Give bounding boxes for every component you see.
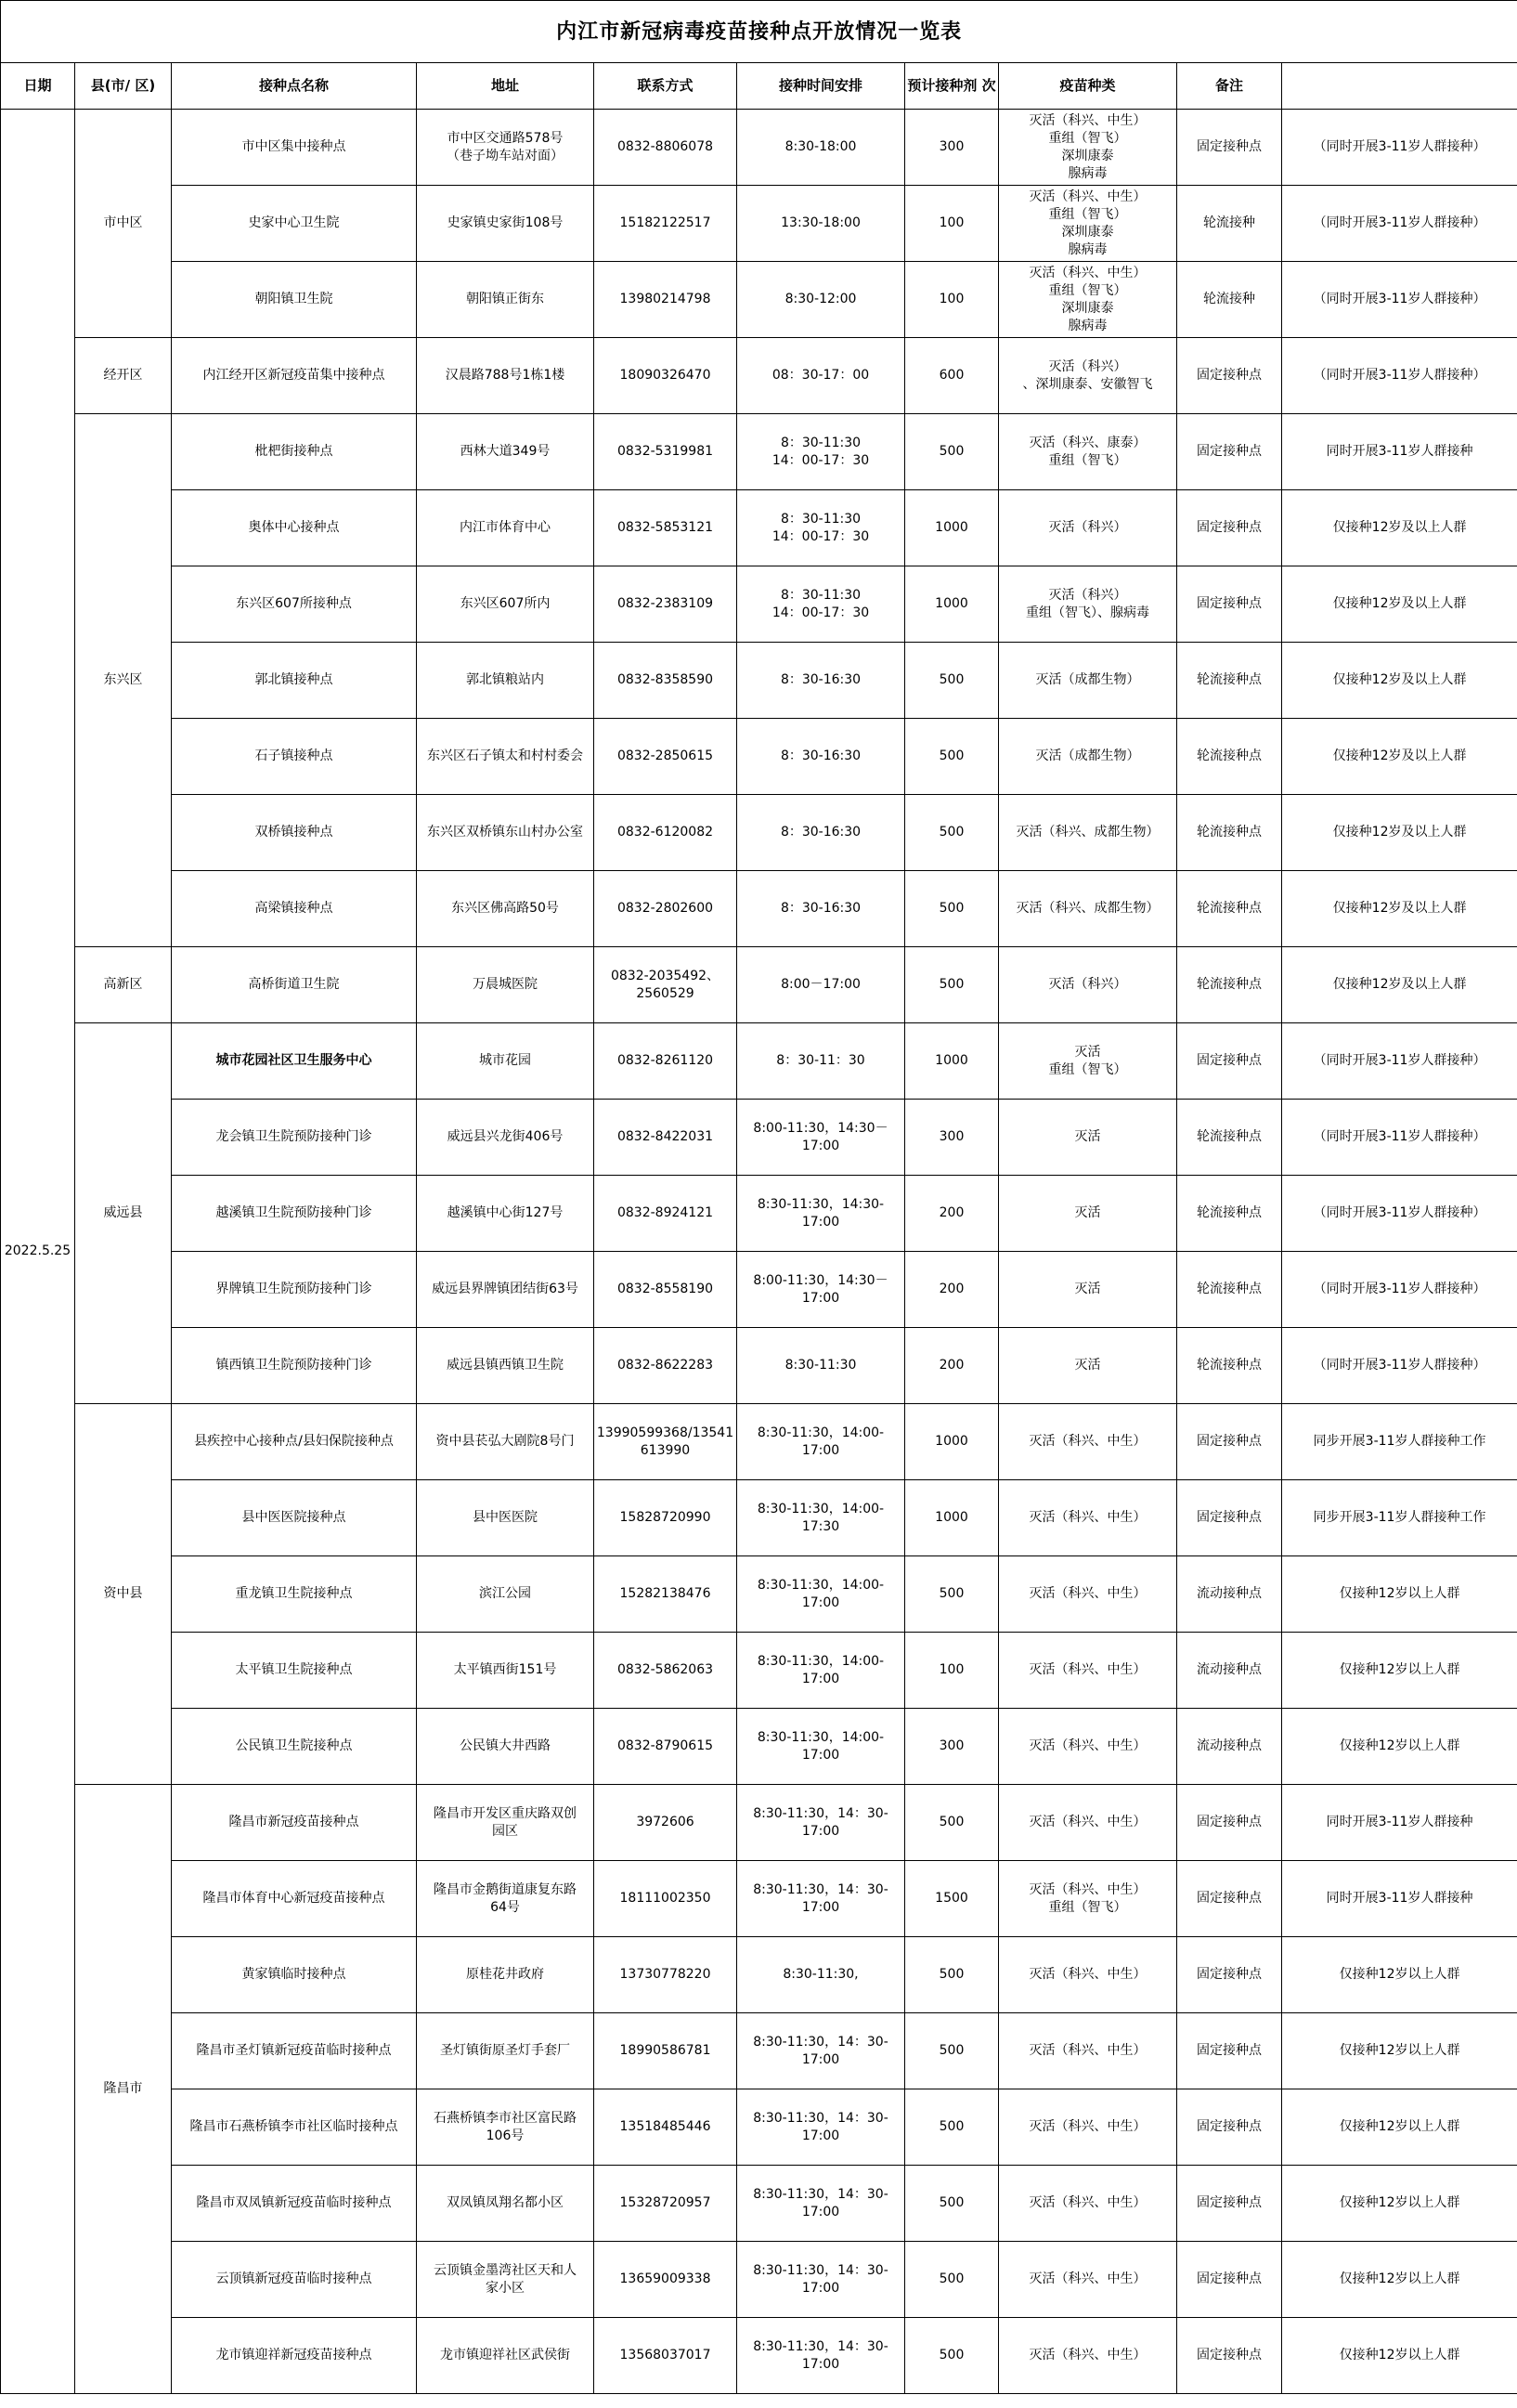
address-cell: 威远县界牌镇团结街63号 [417,1252,594,1328]
site-cell: 龙市镇迎祥新冠疫苗接种点 [172,2318,417,2394]
remark-cell: 固定接种点 [1177,1480,1282,1556]
note-cell: （同时开展3-11岁人群接种） [1282,1023,1517,1100]
county-cell: 威远县 [75,1023,172,1404]
address-cell: 公民镇大井西路 [417,1709,594,1785]
remark-cell: 固定接种点 [1177,1785,1282,1861]
site-cell: 隆昌市石燕桥镇李市社区临时接种点 [172,2089,417,2166]
table-row [1,871,1517,947]
remark-cell: 固定接种点 [1177,2013,1282,2089]
table-row [1,1785,1517,1861]
address-cell: 史家镇史家街108号 [417,186,594,262]
vaccine-cell: 灭活 [999,1176,1177,1252]
vaccine-cell: 灭活（科兴、中生） 重组（智飞） 深圳康泰 腺病毒 [999,186,1177,262]
note-cell: 仅接种12岁及以上人群 [1282,947,1517,1023]
county-cell: 隆昌市 [75,1785,172,2394]
note-cell: 仅接种12岁及以上人群 [1282,795,1517,871]
table-row [1,262,1517,338]
vaccine-cell: 灭活（科兴、中生） [999,1404,1177,1480]
address-cell: 原桂花井政府 [417,1937,594,2013]
doses-cell: 100 [905,186,999,262]
contact-cell: 18090326470 [594,338,737,414]
note-cell: 仅接种12岁以上人群 [1282,1556,1517,1633]
table-row [1,1328,1517,1404]
doses-cell: 500 [905,2318,999,2394]
county-cell: 经开区 [75,338,172,414]
remark-cell: 流动接种点 [1177,1556,1282,1633]
address-cell: 东兴区佛高路50号 [417,871,594,947]
time-cell: 8:30-11:30，14:00- 17:00 [737,1404,905,1480]
note-cell: （同时开展3-11岁人群接种） [1282,338,1517,414]
site-cell: 郭北镇接种点 [172,643,417,719]
vaccine-cell: 灭活（科兴、中生） [999,2013,1177,2089]
table-row [1,1100,1517,1176]
note-cell: 仅接种12岁以上人群 [1282,1709,1517,1785]
time-cell: 8:30-12:00 [737,262,905,338]
time-cell: 8：30-11:30 14：00-17：30 [737,414,905,490]
vaccine-cell: 灭活（科兴、中生） 重组（智飞） 深圳康泰 腺病毒 [999,262,1177,338]
table-row [1,1480,1517,1556]
note-cell: （同时开展3-11岁人群接种） [1282,262,1517,338]
table-row [1,1861,1517,1937]
site-cell: 奥体中心接种点 [172,490,417,566]
doses-cell: 1000 [905,1023,999,1100]
doses-cell: 500 [905,1556,999,1633]
address-cell: 越溪镇中心街127号 [417,1176,594,1252]
table-row [1,719,1517,795]
contact-cell: 3972606 [594,1785,737,1861]
date-cell: 2022.5.25 [1,110,75,2394]
vaccine-cell: 灭活（科兴） 、深圳康泰、安徽智飞 [999,338,1177,414]
doses-cell: 200 [905,1328,999,1404]
note-cell: 仅接种12岁及以上人群 [1282,643,1517,719]
site-cell: 隆昌市圣灯镇新冠疫苗临时接种点 [172,2013,417,2089]
doses-cell: 500 [905,1785,999,1861]
header-contact: 联系方式 [594,63,737,110]
time-cell: 8：30-11:30 14：00-17：30 [737,566,905,643]
address-cell: 城市花园 [417,1023,594,1100]
remark-cell: 固定接种点 [1177,2318,1282,2394]
remark-cell: 固定接种点 [1177,566,1282,643]
doses-cell: 200 [905,1252,999,1328]
table-body [1,110,1517,2394]
remark-cell: 轮流接种点 [1177,1328,1282,1404]
remark-cell: 固定接种点 [1177,110,1282,186]
remark-cell: 轮流接种 [1177,186,1282,262]
header-extra [1282,63,1517,110]
time-cell: 08：30-17：00 [737,338,905,414]
remark-cell: 固定接种点 [1177,1937,1282,2013]
address-cell: 隆昌市开发区重庆路双创 园区 [417,1785,594,1861]
note-cell: 同时开展3-11岁人群接种 [1282,1785,1517,1861]
time-cell: 8:30-18:00 [737,110,905,186]
address-cell: 云顶镇金墨湾社区天和人 家小区 [417,2242,594,2318]
note-cell: 仅接种12岁以上人群 [1282,2166,1517,2242]
vaccine-cell: 灭活（科兴、成都生物） [999,871,1177,947]
vaccine-cell: 灭活（科兴、康泰） 重组（智飞） [999,414,1177,490]
vaccine-cell: 灭活（成都生物） [999,643,1177,719]
page-title: 内江市新冠病毒疫苗接种点开放情况一览表 [1,1,1517,63]
doses-cell: 1000 [905,490,999,566]
remark-cell: 轮流接种 [1177,262,1282,338]
note-cell: 同时开展3-11岁人群接种 [1282,414,1517,490]
contact-cell: 0832-2035492、 2560529 [594,947,737,1023]
doses-cell: 200 [905,1176,999,1252]
header-date: 日期 [1,63,75,110]
remark-cell: 轮流接种点 [1177,947,1282,1023]
table-row [1,2166,1517,2242]
vaccine-cell: 灭活 [999,1328,1177,1404]
time-cell: 8:30-11:30，14：30- 17:00 [737,1861,905,1937]
site-cell: 镇西镇卫生院预防接种门诊 [172,1328,417,1404]
site-cell: 隆昌市体育中心新冠疫苗接种点 [172,1861,417,1937]
address-cell: 万晨城医院 [417,947,594,1023]
vaccine-cell: 灭活（科兴） 重组（智飞）、腺病毒 [999,566,1177,643]
doses-cell: 100 [905,262,999,338]
address-cell: 太平镇西街151号 [417,1633,594,1709]
remark-cell: 固定接种点 [1177,2242,1282,2318]
doses-cell: 1500 [905,1861,999,1937]
vaccine-cell: 灭活（科兴、中生） [999,1785,1177,1861]
table-row [1,947,1517,1023]
header-vaccine: 疫苗种类 [999,63,1177,110]
time-cell: 8：30-16:30 [737,719,905,795]
contact-cell: 13990599368/13541 613990 [594,1404,737,1480]
address-cell: 郭北镇粮站内 [417,643,594,719]
remark-cell: 轮流接种点 [1177,1100,1282,1176]
vaccine-cell: 灭活（科兴、中生） [999,1556,1177,1633]
note-cell: 仅接种12岁以上人群 [1282,2013,1517,2089]
vaccine-cell: 灭活（科兴、中生） [999,2166,1177,2242]
remark-cell: 流动接种点 [1177,1633,1282,1709]
table-row [1,643,1517,719]
site-cell: 市中区集中接种点 [172,110,417,186]
table-row [1,414,1517,490]
contact-cell: 13730778220 [594,1937,737,2013]
address-cell: 威远县兴龙街406号 [417,1100,594,1176]
vaccine-cell: 灭活（科兴、中生） [999,2089,1177,2166]
county-cell: 资中县 [75,1404,172,1785]
address-cell: 市中区交通路578号 （巷子坳车站对面） [417,110,594,186]
contact-cell: 0832-8924121 [594,1176,737,1252]
note-cell: 仅接种12岁及以上人群 [1282,871,1517,947]
note-cell: 仅接种12岁及以上人群 [1282,566,1517,643]
site-cell: 朝阳镇卫生院 [172,262,417,338]
contact-cell: 0832-2802600 [594,871,737,947]
time-cell: 8:30-11:30，14:30- 17:00 [737,1176,905,1252]
header-site: 接种点名称 [172,63,417,110]
address-cell: 石燕桥镇李市社区富民路 106号 [417,2089,594,2166]
remark-cell: 流动接种点 [1177,1709,1282,1785]
table-row [1,1176,1517,1252]
note-cell: 同步开展3-11岁人群接种工作 [1282,1480,1517,1556]
site-cell: 越溪镇卫生院预防接种门诊 [172,1176,417,1252]
contact-cell: 0832-8806078 [594,110,737,186]
county-cell: 市中区 [75,110,172,338]
doses-cell: 1000 [905,566,999,643]
contact-cell: 13659009338 [594,2242,737,2318]
time-cell: 8：30-11：30 [737,1023,905,1100]
time-cell: 8：30-11:30 14：00-17：30 [737,490,905,566]
table-row [1,2242,1517,2318]
site-cell: 双桥镇接种点 [172,795,417,871]
doses-cell: 500 [905,2166,999,2242]
contact-cell: 15182122517 [594,186,737,262]
time-cell: 8：30-16:30 [737,871,905,947]
site-cell: 龙会镇卫生院预防接种门诊 [172,1100,417,1176]
doses-cell: 500 [905,2242,999,2318]
contact-cell: 0832-5853121 [594,490,737,566]
table-row [1,566,1517,643]
note-cell: （同时开展3-11岁人群接种） [1282,1176,1517,1252]
note-cell: 仅接种12岁以上人群 [1282,2318,1517,2394]
table-row [1,1556,1517,1633]
contact-cell: 0832-2850615 [594,719,737,795]
time-cell: 8:30-11:30，14:00- 17:00 [737,1709,905,1785]
note-cell: 仅接种12岁以上人群 [1282,1937,1517,2013]
note-cell: （同时开展3-11岁人群接种） [1282,186,1517,262]
doses-cell: 600 [905,338,999,414]
time-cell: 8:30-11:30，14：30- 17:00 [737,2013,905,2089]
note-cell: 仅接种12岁以上人群 [1282,1633,1517,1709]
contact-cell: 15282138476 [594,1556,737,1633]
address-cell: 汉晨路788号1栋1楼 [417,338,594,414]
site-cell: 云顶镇新冠疫苗临时接种点 [172,2242,417,2318]
vaccine-cell: 灭活（科兴、成都生物） [999,795,1177,871]
time-cell: 8:30-11:30, [737,1937,905,2013]
remark-cell: 固定接种点 [1177,1861,1282,1937]
header-county: 县(市/ 区) [75,63,172,110]
remark-cell: 轮流接种点 [1177,1252,1282,1328]
note-cell: 仅接种12岁以上人群 [1282,2089,1517,2166]
contact-cell: 0832-8790615 [594,1709,737,1785]
remark-cell: 轮流接种点 [1177,871,1282,947]
address-cell: 西林大道349号 [417,414,594,490]
remark-cell: 轮流接种点 [1177,795,1282,871]
time-cell: 8：30-16:30 [737,795,905,871]
remark-cell: 轮流接种点 [1177,1176,1282,1252]
remark-cell: 轮流接种点 [1177,643,1282,719]
time-cell: 8:30-11:30，14：30- 17:00 [737,2242,905,2318]
vaccine-cell: 灭活 [999,1100,1177,1176]
address-cell: 内江市体育中心 [417,490,594,566]
contact-cell: 0832-8422031 [594,1100,737,1176]
contact-cell: 0832-6120082 [594,795,737,871]
time-cell: 13:30-18:00 [737,186,905,262]
address-cell: 龙市镇迎祥社区武侯街 [417,2318,594,2394]
address-cell: 滨江公园 [417,1556,594,1633]
time-cell: 8:30-11:30，14：30- 17:00 [737,2318,905,2394]
site-cell: 东兴区607所接种点 [172,566,417,643]
address-cell: 威远县镇西镇卫生院 [417,1328,594,1404]
site-cell: 枇杷街接种点 [172,414,417,490]
time-cell: 8:30-11:30，14:00- 17:00 [737,1633,905,1709]
site-cell: 界牌镇卫生院预防接种门诊 [172,1252,417,1328]
time-cell: 8:00-11:30，14:30－ 17:00 [737,1252,905,1328]
note-cell: 同时开展3-11岁人群接种 [1282,1861,1517,1937]
table-row [1,2013,1517,2089]
time-cell: 8:30-11:30，14：30- 17:00 [737,2089,905,2166]
note-cell: （同时开展3-11岁人群接种） [1282,1252,1517,1328]
table-row [1,1937,1517,2013]
site-cell: 高桥街道卫生院 [172,947,417,1023]
site-cell: 县疾控中心接种点/县妇保院接种点 [172,1404,417,1480]
site-cell: 史家中心卫生院 [172,186,417,262]
doses-cell: 500 [905,2089,999,2166]
doses-cell: 300 [905,110,999,186]
time-cell: 8:30-11:30 [737,1328,905,1404]
table-row [1,490,1517,566]
doses-cell: 500 [905,1937,999,2013]
address-cell: 隆昌市金鹅街道康复东路 64号 [417,1861,594,1937]
header-remark: 备注 [1177,63,1282,110]
doses-cell: 500 [905,947,999,1023]
doses-cell: 500 [905,2013,999,2089]
site-cell: 隆昌市双凤镇新冠疫苗临时接种点 [172,2166,417,2242]
remark-cell: 固定接种点 [1177,414,1282,490]
table-row [1,2318,1517,2394]
site-cell: 黄家镇临时接种点 [172,1937,417,2013]
contact-cell: 0832-8261120 [594,1023,737,1100]
contact-cell: 15828720990 [594,1480,737,1556]
table-row [1,338,1517,414]
address-cell: 资中县苌弘大剧院8号门 [417,1404,594,1480]
doses-cell: 500 [905,795,999,871]
vaccine-cell: 灭活 [999,1252,1177,1328]
contact-cell: 18111002350 [594,1861,737,1937]
time-cell: 8:30-11:30，14：30- 17:00 [737,2166,905,2242]
remark-cell: 固定接种点 [1177,2089,1282,2166]
county-cell: 高新区 [75,947,172,1023]
contact-cell: 0832-2383109 [594,566,737,643]
vaccine-cell: 灭活（科兴、中生） [999,2318,1177,2394]
header-doses: 预计接种剂 次 [905,63,999,110]
note-cell: 仅接种12岁以上人群 [1282,2242,1517,2318]
header-time: 接种时间安排 [737,63,905,110]
site-cell: 县中医医院接种点 [172,1480,417,1556]
table-row [1,1709,1517,1785]
site-cell: 隆昌市新冠疫苗接种点 [172,1785,417,1861]
doses-cell: 1000 [905,1404,999,1480]
site-cell: 石子镇接种点 [172,719,417,795]
vaccine-cell: 灭活（科兴、中生） [999,1937,1177,2013]
address-cell: 双凤镇凤翔名都小区 [417,2166,594,2242]
site-cell: 内江经开区新冠疫苗集中接种点 [172,338,417,414]
remark-cell: 轮流接种点 [1177,719,1282,795]
doses-cell: 100 [905,1633,999,1709]
remark-cell: 固定接种点 [1177,1404,1282,1480]
remark-cell: 固定接种点 [1177,1023,1282,1100]
table-row [1,1633,1517,1709]
county-cell: 东兴区 [75,414,172,947]
site-cell: 公民镇卫生院接种点 [172,1709,417,1785]
time-cell: 8:00-11:30，14:30－ 17:00 [737,1100,905,1176]
vaccine-cell: 灭活（科兴、中生） 重组（智飞） 深圳康泰 腺病毒 [999,110,1177,186]
vaccine-cell: 灭活 重组（智飞） [999,1023,1177,1100]
contact-cell: 0832-5319981 [594,414,737,490]
contact-cell: 13980214798 [594,262,737,338]
contact-cell: 13568037017 [594,2318,737,2394]
time-cell: 8:30-11:30，14：30- 17:00 [737,1785,905,1861]
doses-cell: 500 [905,643,999,719]
time-cell: 8:00－17:00 [737,947,905,1023]
site-cell: 太平镇卫生院接种点 [172,1633,417,1709]
time-cell: 8:30-11:30，14:00- 17:30 [737,1480,905,1556]
vaccine-cell: 灭活（科兴） [999,947,1177,1023]
note-cell: （同时开展3-11岁人群接种） [1282,1328,1517,1404]
vaccine-cell: 灭活（科兴、中生） [999,1709,1177,1785]
note-cell: 同步开展3-11岁人群接种工作 [1282,1404,1517,1480]
vaccine-cell: 灭活（科兴） [999,490,1177,566]
table-row [1,1023,1517,1100]
contact-cell: 0832-8558190 [594,1252,737,1328]
contact-cell: 0832-8358590 [594,643,737,719]
table-row [1,110,1517,186]
address-cell: 东兴区石子镇太和村村委会 [417,719,594,795]
address-cell: 朝阳镇正街东 [417,262,594,338]
doses-cell: 500 [905,871,999,947]
table-row [1,1252,1517,1328]
note-cell: 仅接种12岁及以上人群 [1282,719,1517,795]
site-cell: 重龙镇卫生院接种点 [172,1556,417,1633]
remark-cell: 固定接种点 [1177,338,1282,414]
note-cell: （同时开展3-11岁人群接种） [1282,1100,1517,1176]
doses-cell: 1000 [905,1480,999,1556]
contact-cell: 18990586781 [594,2013,737,2089]
doses-cell: 300 [905,1100,999,1176]
table-row [1,795,1517,871]
table-row [1,2089,1517,2166]
doses-cell: 500 [905,414,999,490]
time-cell: 8：30-16:30 [737,643,905,719]
table-row [1,186,1517,262]
address-cell: 东兴区双桥镇东山村办公室 [417,795,594,871]
remark-cell: 固定接种点 [1177,490,1282,566]
contact-cell: 15328720957 [594,2166,737,2242]
address-cell: 东兴区607所内 [417,566,594,643]
header-row [1,63,1517,110]
vaccine-cell: 灭活（科兴、中生） [999,2242,1177,2318]
vaccine-cell: 灭活（科兴、中生） 重组（智飞） [999,1861,1177,1937]
site-cell: 高梁镇接种点 [172,871,417,947]
vaccine-cell: 灭活（科兴、中生） [999,1480,1177,1556]
address-cell: 县中医医院 [417,1480,594,1556]
table-row [1,1404,1517,1480]
header-address: 地址 [417,63,594,110]
contact-cell: 13518485446 [594,2089,737,2166]
contact-cell: 0832-8622283 [594,1328,737,1404]
doses-cell: 300 [905,1709,999,1785]
vaccine-cell: 灭活（科兴、中生） [999,1633,1177,1709]
time-cell: 8:30-11:30，14:00- 17:00 [737,1556,905,1633]
note-cell: 仅接种12岁及以上人群 [1282,490,1517,566]
address-cell: 圣灯镇街原圣灯手套厂 [417,2013,594,2089]
contact-cell: 0832-5862063 [594,1633,737,1709]
site-cell: 城市花园社区卫生服务中心 [172,1023,417,1100]
note-cell: （同时开展3-11岁人群接种） [1282,110,1517,186]
doses-cell: 500 [905,719,999,795]
vaccine-cell: 灭活（成都生物） [999,719,1177,795]
remark-cell: 固定接种点 [1177,2166,1282,2242]
